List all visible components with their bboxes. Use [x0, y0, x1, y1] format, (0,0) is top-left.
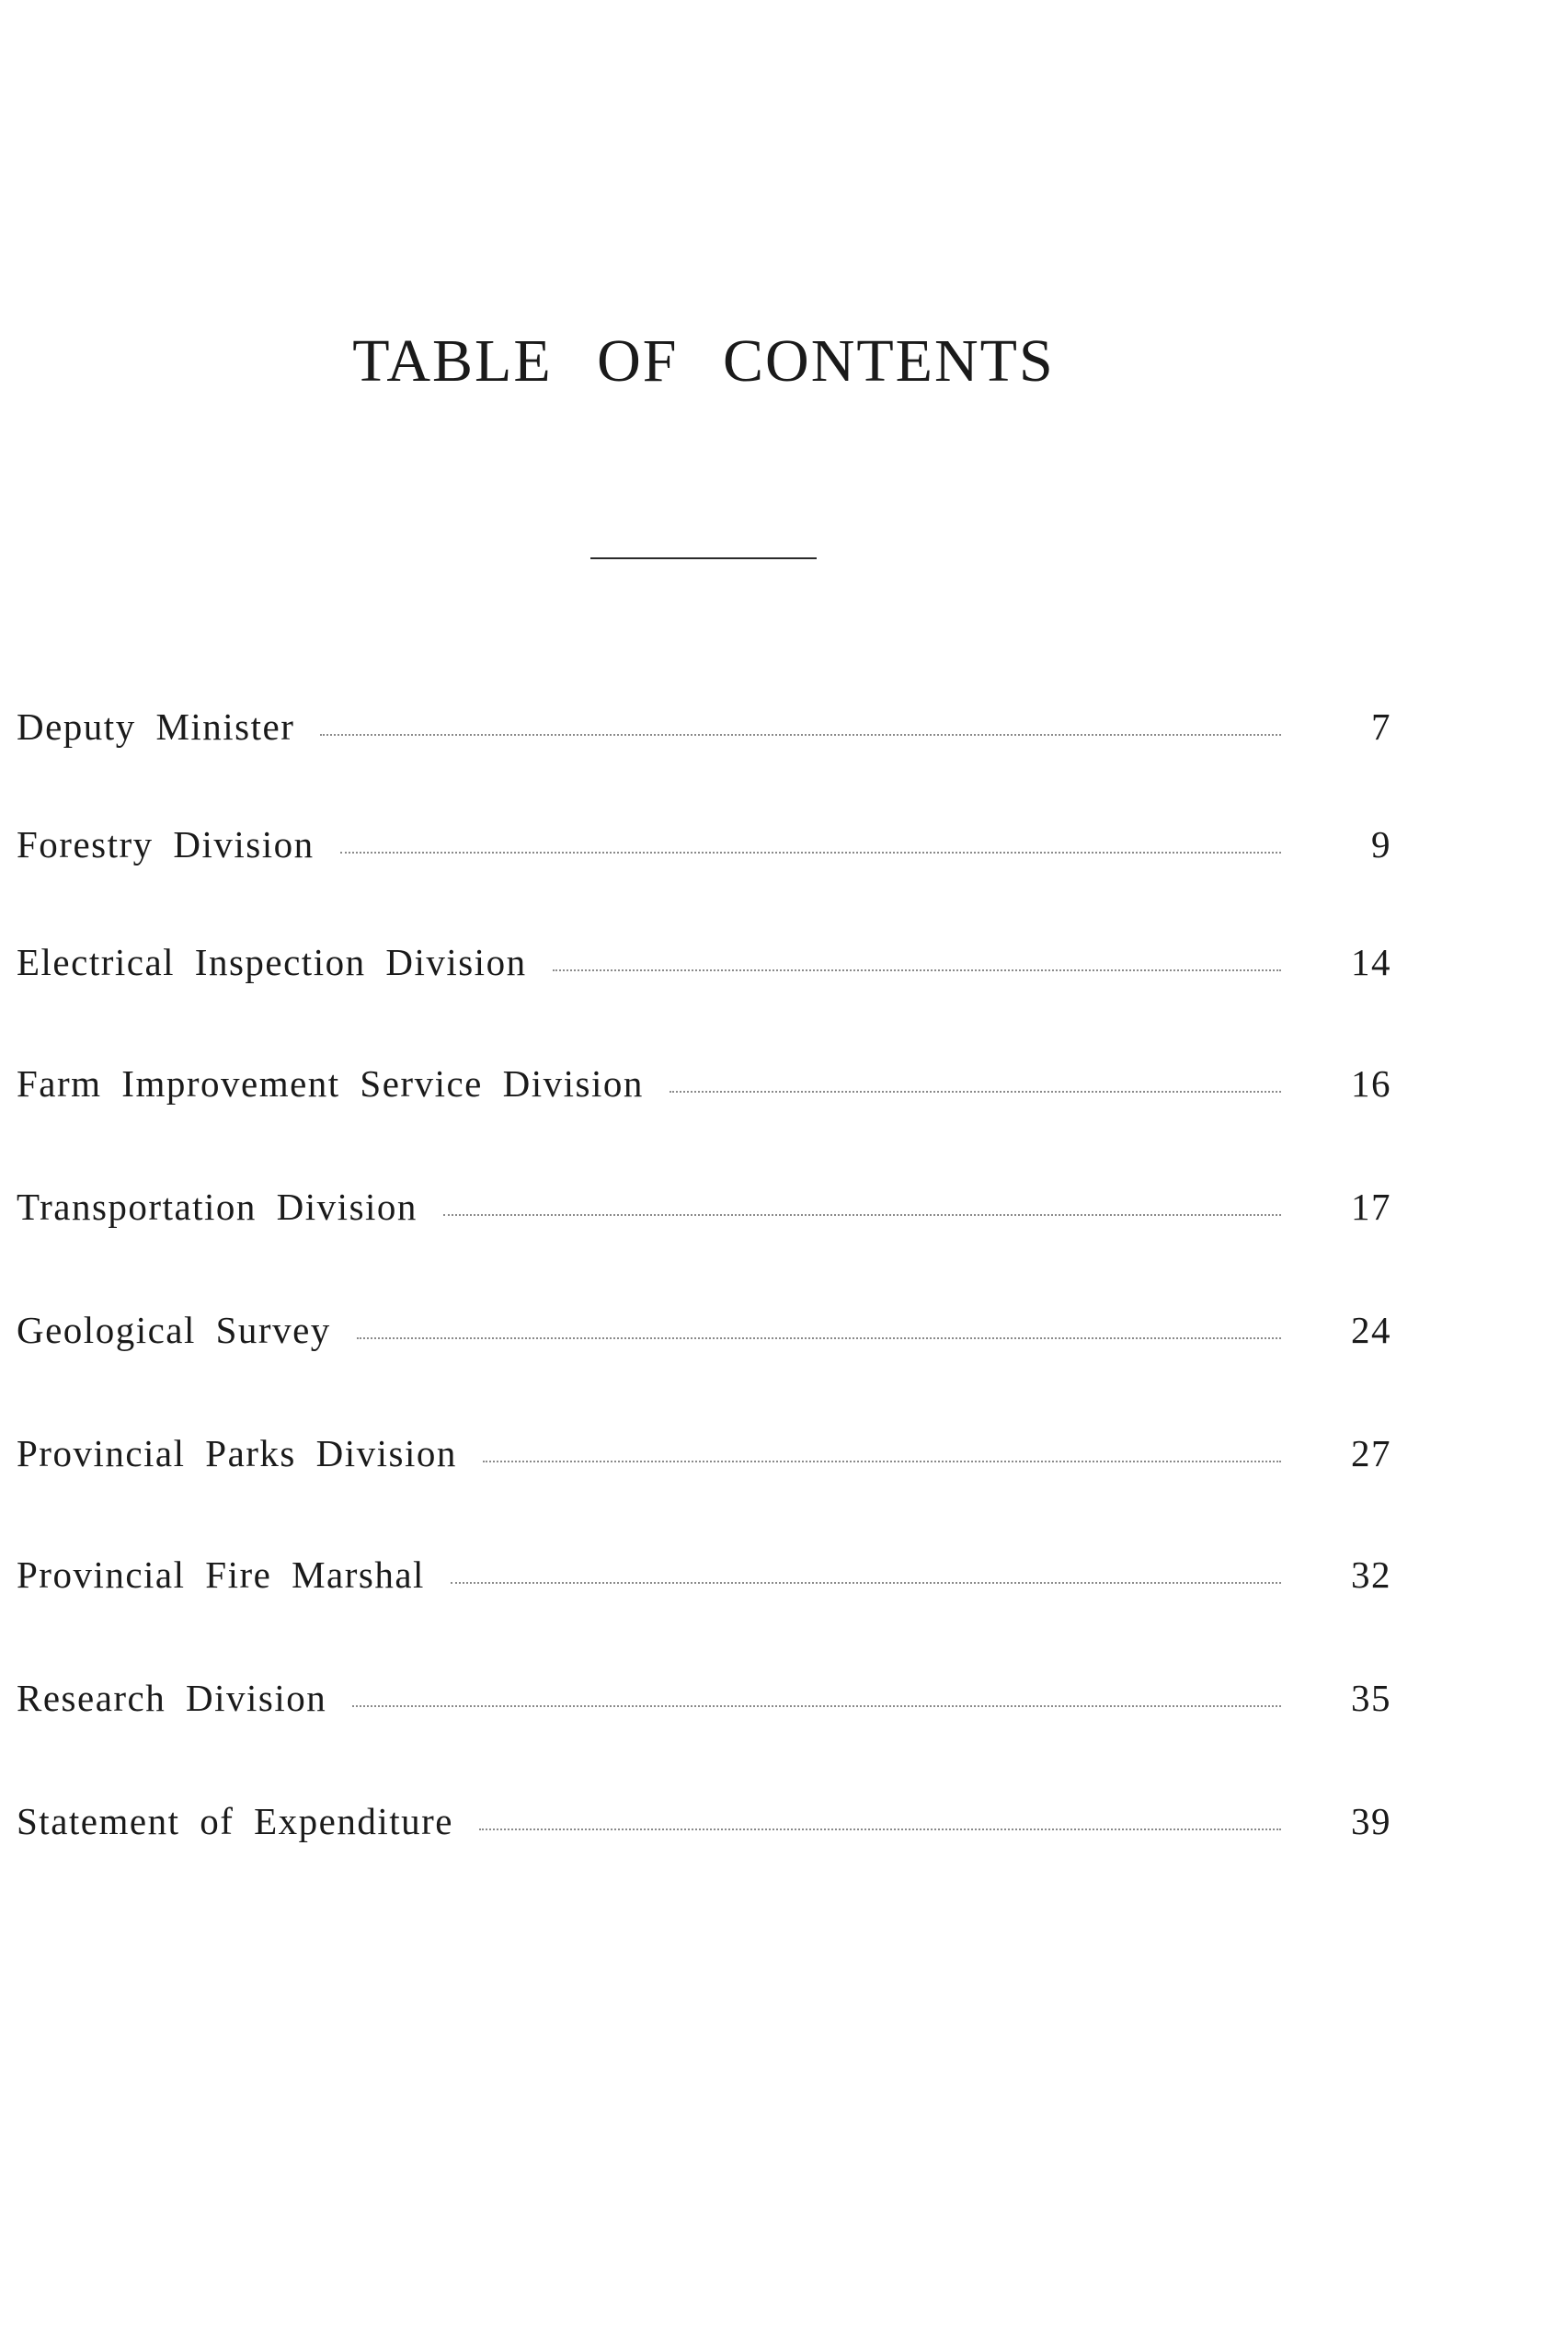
toc-entry-page-number: 27: [1351, 1432, 1391, 1474]
toc-entry-page-number: 7: [1371, 705, 1391, 748]
page-title: TABLE OF CONTENTS: [352, 327, 1055, 395]
toc-entry-geological-survey[interactable]: [17, 1302, 1391, 1358]
toc-entry-label: Provincial Fire Marshal: [17, 1553, 425, 1596]
toc-entry-research-division[interactable]: [17, 1670, 1391, 1725]
toc-entry-label: Deputy Minister: [17, 705, 295, 748]
dot-leader: [320, 734, 1281, 736]
toc-entry-label: Forestry Division: [17, 823, 315, 865]
toc-entry-forestry-division[interactable]: [17, 817, 1391, 872]
toc-entry-label: Electrical Inspection Division: [17, 941, 527, 983]
toc-entry-electrical-inspection-division[interactable]: [17, 934, 1391, 990]
dot-leader: [340, 852, 1281, 854]
toc-entry-page-number: 9: [1371, 823, 1391, 865]
toc-entry-statement-of-expenditure[interactable]: [17, 1794, 1391, 1849]
toc-entry-farm-improvement-service-division[interactable]: [17, 1056, 1391, 1111]
toc-entry-provincial-fire-marshal[interactable]: [17, 1547, 1391, 1602]
toc-entry-label: Geological Survey: [17, 1309, 331, 1351]
toc-entry-page-number: 39: [1351, 1800, 1391, 1842]
dot-leader: [451, 1582, 1281, 1584]
toc-entry-page-number: 35: [1351, 1677, 1391, 1719]
dot-leader: [443, 1214, 1281, 1216]
toc-entry-page-number: 32: [1351, 1553, 1391, 1596]
toc-entry-page-number: 14: [1351, 941, 1391, 983]
dot-leader: [553, 969, 1281, 971]
toc-entry-transportation-division[interactable]: [17, 1179, 1391, 1234]
title-rule: [590, 557, 817, 559]
toc-entry-page-number: 17: [1351, 1186, 1391, 1228]
toc-entry-label: Farm Improvement Service Division: [17, 1062, 644, 1105]
toc-entry-label: Provincial Parks Division: [17, 1432, 457, 1474]
toc-entry-label: Research Division: [17, 1677, 327, 1719]
dot-leader: [479, 1828, 1281, 1830]
dot-leader: [670, 1091, 1281, 1093]
dot-leader: [357, 1337, 1281, 1339]
toc-entry-label: Statement of Expenditure: [17, 1800, 453, 1842]
toc-entry-page-number: 16: [1351, 1062, 1391, 1105]
toc-entry-page-number: 24: [1351, 1309, 1391, 1351]
toc-entry-provincial-parks-division[interactable]: [17, 1426, 1391, 1481]
toc-entry-label: Transportation Division: [17, 1186, 418, 1228]
dot-leader: [352, 1705, 1281, 1707]
dot-leader: [483, 1461, 1281, 1462]
toc-entry-deputy-minister[interactable]: [17, 699, 1391, 754]
